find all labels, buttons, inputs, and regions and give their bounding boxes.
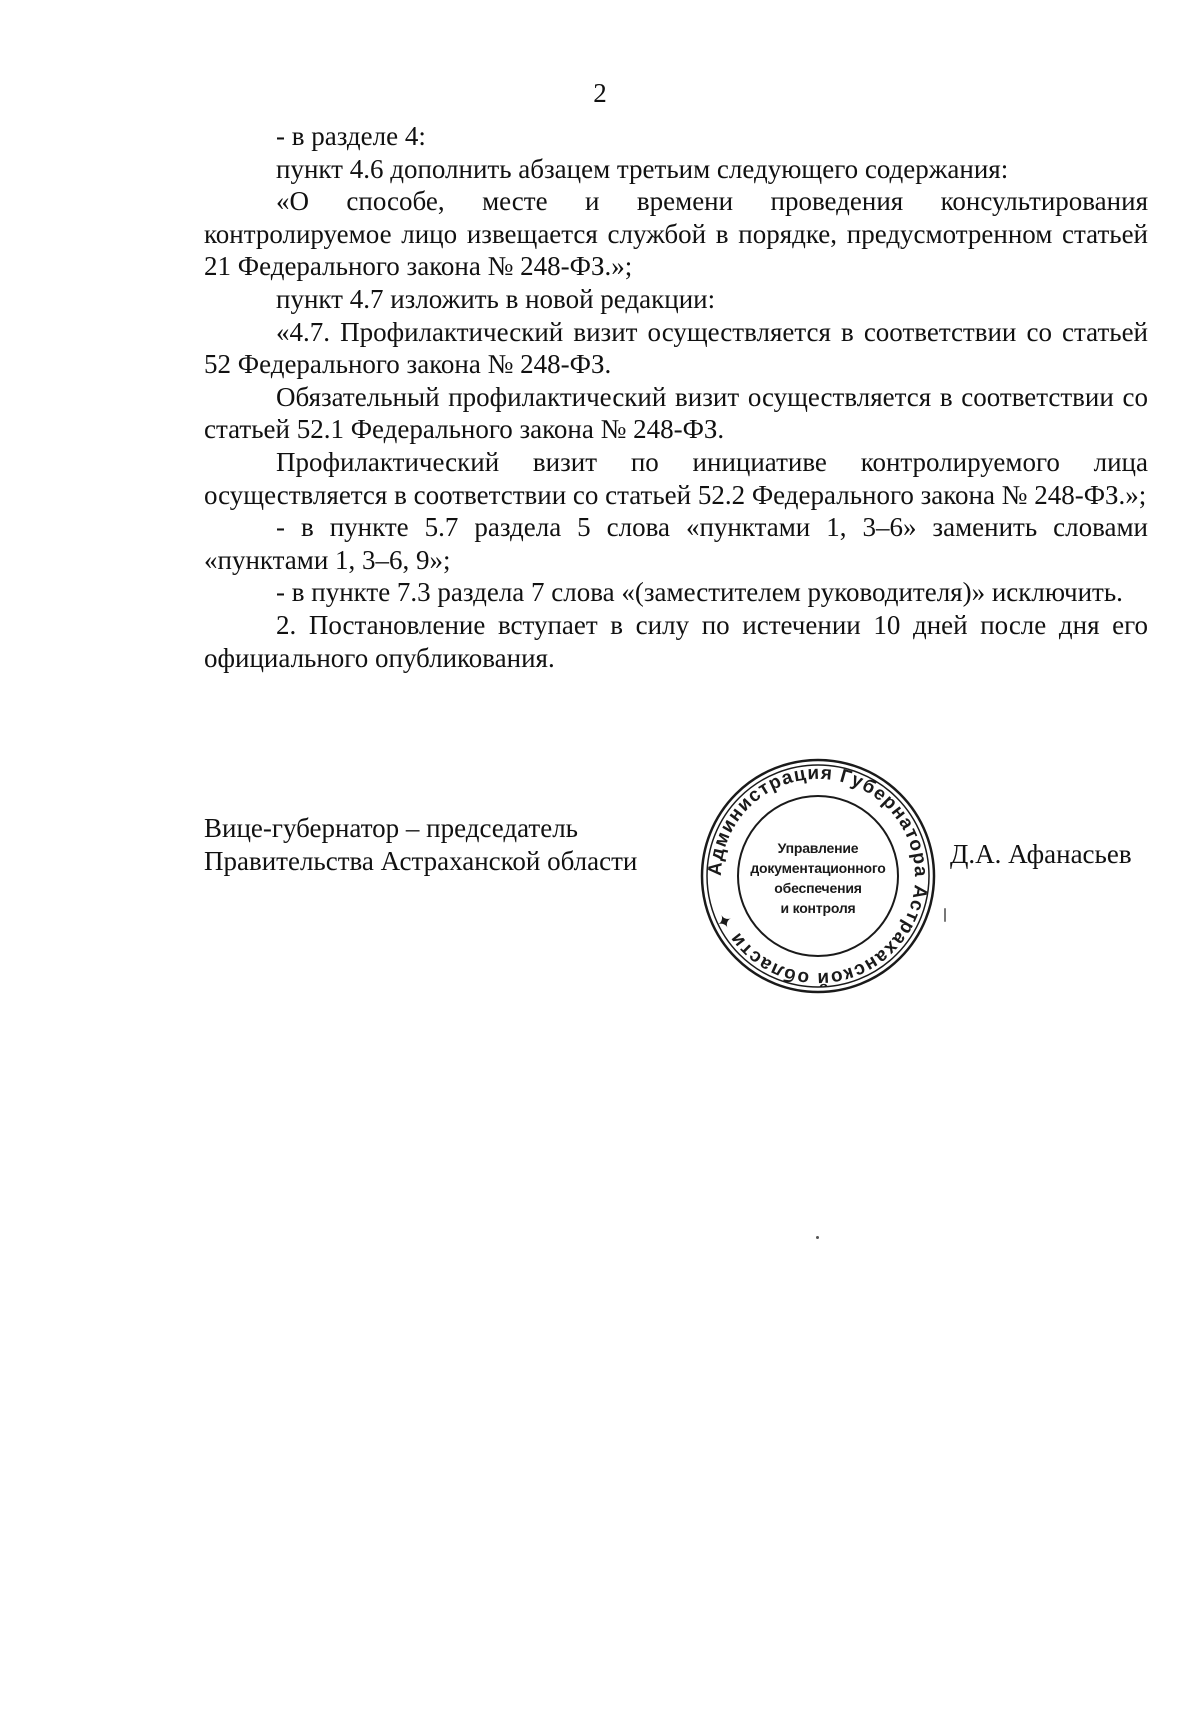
paragraph: - в пункте 7.3 раздела 7 слова «(заместителем руководителя)» исключить. (276, 577, 1123, 608)
seal-inner-line: документационного (750, 860, 886, 876)
paragraph: пункт 4.6 дополнить абзацем третьим следующего содержания: (276, 153, 1009, 184)
paragraph: 2. Постановление вступает в силу по истечении 10 дней после дня его официального опубликования. (204, 609, 1148, 673)
page-number: 2 (593, 78, 607, 108)
scan-speck (944, 908, 946, 922)
seal-inner-line: обеспечения (774, 880, 862, 896)
paragraph: пункт 4.7 изложить в новой редакции: (276, 283, 716, 314)
paragraph: - в пункте 5.7 раздела 5 слова «пунктами 1, 3–6» заменить словами «пунктами 1, 3–6, 9»; (204, 512, 1148, 575)
paragraph: «4.7. Профилактический визит осуществляется в соответствии со статьей 52 Федерального закона № 248-ФЗ. (204, 316, 1148, 380)
paragraph: - в разделе 4: (276, 121, 426, 151)
paragraph: «О способе, месте и времени проведения консультирования контролируемое лицо извещается службой в порядке, предусмотренном статьей 21 Федерального закона № 248-ФЗ.»; (204, 186, 1148, 282)
seal-outer-text: Администрация Губернатора Астраханской области ✦ (704, 762, 932, 990)
signer-position (204, 812, 724, 878)
paragraph: Профилактический визит по инициативе контролируемого лица осуществляется в соответствии со статьей 52.2 Федерального закона № 248-ФЗ.»; (204, 446, 1148, 510)
official-seal (698, 756, 938, 996)
signer-name: Д.А. Афанасьев (950, 839, 1132, 869)
signer-position-line: Правительства Астраханской области (204, 846, 638, 876)
seal-inner-line: и контроля (780, 900, 856, 916)
seal-inner-line: Управление (777, 840, 859, 856)
signer-position-line: Вице-губернатор – председатель (204, 813, 578, 843)
seal-inner-text (748, 838, 888, 918)
paragraph: Обязательный профилактический визит осуществляется в соответствии со статьей 52.1 Федерального закона № 248-ФЗ. (204, 381, 1148, 445)
scan-speck (816, 1236, 819, 1239)
document-body (204, 120, 1148, 674)
